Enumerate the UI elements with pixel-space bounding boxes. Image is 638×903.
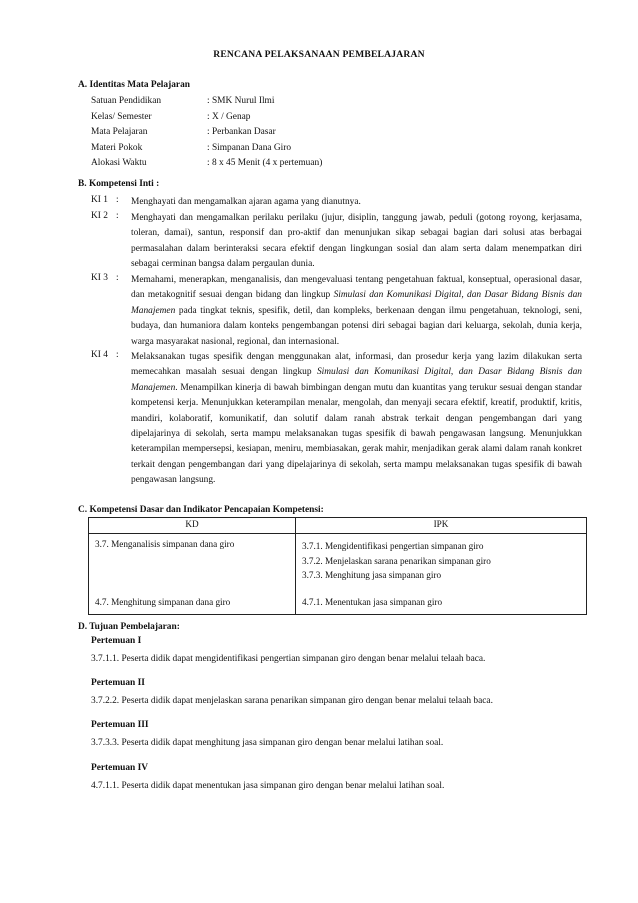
identity-value: : SMK Nurul Ilmi [207, 96, 275, 106]
meeting-3-heading: Pertemuan III [91, 720, 149, 730]
identity-value: : Perbankan Dasar [207, 127, 276, 137]
ki-2 [91, 211, 582, 273]
ki-colon: : [116, 211, 119, 221]
ki-colon: : [116, 195, 119, 205]
ipk-item: 4.7.1. Menentukan jasa simpanan giro [302, 597, 443, 607]
ki-4 [91, 350, 582, 489]
kd-cell [89, 534, 296, 615]
table-row [89, 534, 587, 615]
section-c-heading: C. Kompetensi Dasar dan Indikator Pencapaian Kompetensi: [78, 505, 324, 515]
meeting-1-objective: 3.7.1.1. Peserta didik dapat mengidentifikasi pengertian simpanan giro dengan benar melalui telaah baca. [91, 654, 486, 664]
identity-label: Mata Pelajaran [91, 127, 148, 137]
column-header-ipk: IPK [296, 518, 587, 534]
ki-text-italic: Simulasi dan Komunikasi Digital, dan Dasar Bidang Bisnis dan Manajemen [131, 367, 582, 393]
ki-code: KI 1 [91, 195, 108, 205]
section-a-heading: A. Identitas Mata Pelajaran [78, 80, 190, 90]
ki-text [131, 273, 582, 350]
identity-label: Kelas/ Semester [91, 111, 152, 122]
identity-label: Materi Pokok [91, 142, 143, 153]
section-b-heading: B. Kompetensi Inti : [78, 179, 160, 189]
meeting-3-objective: 3.7.3.3. Peserta didik dapat menghitung jasa simpanan giro dengan benar melalui latihan soal. [91, 738, 444, 748]
ipk-cell [296, 534, 587, 615]
ipk-item: 3.7.3. Menghitung jasa simpanan giro [302, 570, 442, 580]
ki-text-part: Melaksanakan tugas spesifik dengan menggunakan alat, informasi, dan prosedur kerja yang lazim dilakukan serta memecahkan masalah sesuai dengan lingkup [131, 352, 582, 378]
ipk-group [302, 539, 491, 583]
identity-value: : X / Genap [207, 111, 251, 122]
kd-item: 3.7. Menganalisis simpanan dana giro [95, 539, 235, 549]
identity-label: Alokasi Waktu [91, 158, 147, 168]
identity-label: Satuan Pendidikan [91, 96, 162, 106]
ki-text: Menghayati dan mengamalkan ajaran agama yang dianutnya. [131, 197, 361, 207]
meeting-2-objective: 3.7.2.2. Peserta didik dapat menjelaskan sarana penarikan simpanan giro dengan benar melalui telaah baca. [91, 696, 493, 706]
kd-ipk-table [88, 517, 587, 615]
ki-3 [91, 273, 582, 350]
meeting-4-objective: 4.7.1.1. Peserta didik dapat menentukan jasa simpanan giro dengan benar melalui latihan soal. [91, 781, 445, 791]
ki-colon: : [116, 350, 119, 360]
meeting-4-heading: Pertemuan IV [91, 763, 149, 773]
ipk-item: 3.7.2. Menjelaskan sarana penarikan simpanan giro [302, 555, 491, 566]
section-d-heading: D. Tujuan Pembelajaran: [78, 622, 180, 632]
ki-colon: : [116, 273, 119, 283]
ki-text: Menghayati dan mengamalkan perilaku perilaku (jujur, disiplin, tanggung jawab, peduli (gotong royong, kerjasama, toleran, damai), santun, responsif dan pro-aktif dan menunjukan sikap sebagai bagian dari solusi atas berbagai permasalahan dalam berinteraksi secara efektif dengan lingkungan sosial dan alam serta dalam menempatkan diri sebagai cerminan bangsa dalam pergaulan dunia. [131, 213, 582, 270]
ipk-item: 3.7.1. Mengidentifikasi pengertian simpanan giro [302, 541, 484, 551]
kd-item: 4.7. Menghitung simpanan dana giro [95, 597, 231, 607]
table-header-row [89, 518, 587, 534]
ki-text [131, 350, 582, 489]
meeting-2-heading: Pertemuan II [91, 678, 145, 688]
ki-code: KI 4 [91, 350, 108, 360]
ki-text-part: Memahami, menerapkan, menganalisis, dan mengevaluasi tentang pengetahuan faktual, konseptual, operasional dasar, dan metakognitif sesuai dengan bidang dan lingkup [131, 275, 582, 301]
identity-value: : 8 x 45 Menit (4 x pertemuan) [207, 158, 323, 168]
column-header-kd: KD [89, 518, 296, 534]
ki-text-italic: Simulasi dan Komunikasi Digital, dan Dasar Bidang Bisnis dan Manajemen [131, 290, 582, 316]
page-title: RENCANA PELAKSANAAN PEMBELAJARAN [213, 49, 425, 60]
ki-1 [91, 195, 582, 210]
meeting-1-heading: Pertemuan I [91, 636, 142, 646]
ki-code: KI 2 [91, 211, 108, 221]
identity-value: : Simpanan Dana Giro [207, 142, 292, 153]
ki-text-part: . Menampilkan kinerja di bawah bimbingan dengan mutu dan kuantitas yang terukur sesuai dengan standar kompetensi kerja. Menunjukkan keterampilan menalar, mengolah, dan menyaji secara efektif, kreatif, produktif, kritis, mandiri, kolaboratif, komunikatif, dan solutif dalam ranah abstrak terkait dengan pengembangan dari yang dipelajarinya di sekolah, serta mampu melaksanakan tugas spesifik di bawah pengawasan langsung. Menunjukkan keterampilan mempersepsi, kesiapan, meniru, membiasakan, gerak mahir, menjadikan gerak alami dalam ranah konkret terkait dengan pengembangan dari yang dipelajarinya di sekolah, serta mampu melaksanakan tugas spesifik di bawah pengawasan langsung. [131, 382, 582, 486]
ki-code: KI 3 [91, 273, 108, 283]
ki-text-part: pada tingkat teknis, spesifik, detil, dan kompleks, berkenaan dengan ilmu pengetahuan, teknologi, seni, budaya, dan humaniora dalam konteks pengembangan potensi diri sebagai bagian dari keluarga, sekolah, dunia kerja, warga masyarakat nasional, regional, dan internasional. [131, 305, 582, 347]
